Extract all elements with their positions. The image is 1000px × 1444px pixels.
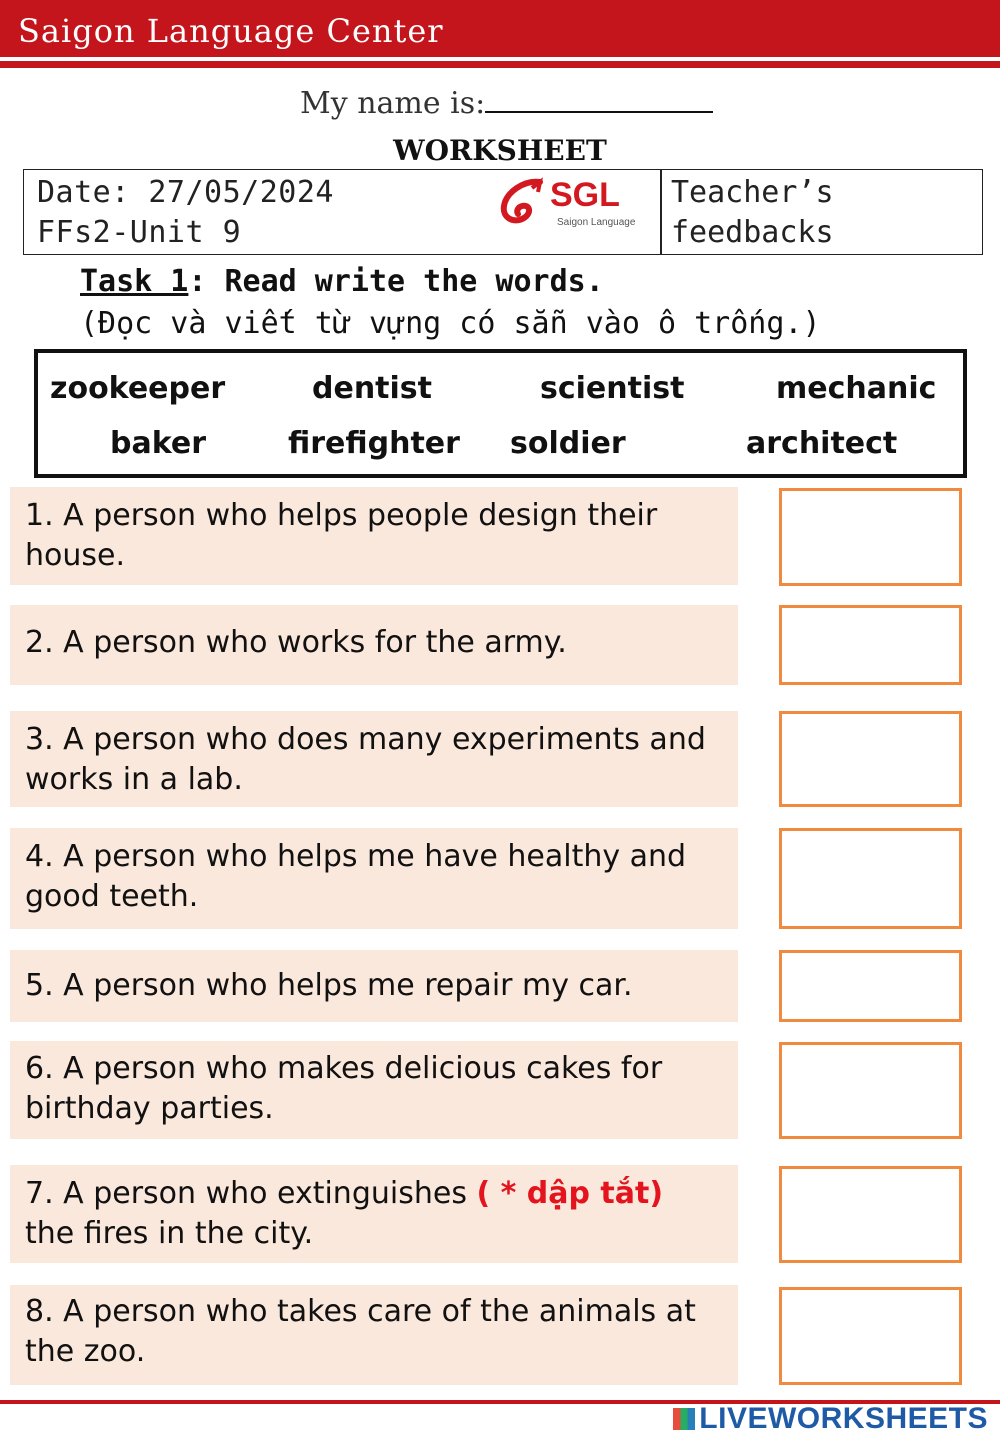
header-divider [0, 61, 1000, 68]
question-row [10, 1041, 738, 1139]
question-line: good teeth. [25, 879, 199, 914]
feedback-cell [671, 173, 834, 253]
question-text [25, 623, 735, 663]
unit-text: FFs2-Unit 9 [37, 215, 242, 250]
question-line: birthday parties. [25, 1091, 274, 1126]
word-bank [34, 349, 967, 478]
question-text [25, 1292, 735, 1372]
question-text [25, 720, 735, 800]
logo-subtext: Saigon Language [557, 217, 636, 228]
answer-box[interactable] [779, 1042, 962, 1139]
question-line: 6. A person who makes delicious cakes for [25, 1051, 663, 1086]
name-prompt-label: My name is: [300, 86, 486, 121]
question-line: works in a lab. [25, 762, 243, 797]
question-line: 3. A person who does many experiments and [25, 722, 706, 757]
task-label: Task 1 [80, 264, 189, 299]
answer-box[interactable] [779, 711, 962, 807]
info-table [23, 169, 983, 255]
answer-box[interactable] [779, 1287, 962, 1385]
question-text [25, 1174, 735, 1254]
question-row [10, 1285, 738, 1385]
feedback-label-line1: Teacher’s [671, 175, 834, 210]
question-text [25, 837, 735, 917]
question-line: 1. A person who helps people design their [25, 498, 658, 533]
logo-text: SGL [550, 176, 620, 214]
liveworksheets-icon [673, 1408, 695, 1430]
answer-box[interactable] [779, 950, 962, 1022]
liveworksheets-brand[interactable] [673, 1402, 988, 1436]
question-row [10, 605, 738, 685]
name-blank-field[interactable] [485, 83, 713, 113]
word-bank-item: dentist [312, 371, 432, 406]
date-text: Date: 27/05/2024 [37, 175, 334, 210]
answer-box[interactable] [779, 488, 962, 586]
question-line: the fires in the city. [25, 1216, 314, 1251]
question-line: the zoo. [25, 1334, 146, 1369]
question-line: 4. A person who helps me have healthy and [25, 839, 687, 874]
name-prompt-row [300, 83, 713, 121]
word-bank-item: zookeeper [50, 371, 226, 406]
worksheet-title: WORKSHEET [393, 134, 607, 167]
question-line: 8. A person who takes care of the animals at [25, 1294, 696, 1329]
answer-box[interactable] [779, 1166, 962, 1263]
answer-box[interactable] [779, 828, 962, 929]
task-title [80, 264, 604, 299]
question-line: 2. A person who works for the army. [25, 625, 567, 660]
feedback-label-line2: feedbacks [671, 215, 834, 250]
question-row [10, 950, 738, 1022]
question-line-start: 7. A person who extinguishes [25, 1176, 467, 1211]
question-text [25, 496, 735, 576]
word-bank-item: architect [746, 426, 898, 461]
brand-text: LIVEWORKSHEETS [699, 1402, 988, 1435]
word-bank-item: baker [110, 426, 207, 461]
question-line: 5. A person who helps me repair my car. [25, 968, 633, 1003]
word-bank-item: mechanic [776, 371, 937, 406]
header-bar [0, 0, 1000, 57]
question-row [10, 1165, 738, 1263]
question-line [25, 1174, 735, 1214]
question-text [25, 1049, 735, 1129]
question-row [10, 487, 738, 585]
sgl-swirl-icon [494, 174, 550, 234]
info-left-cell [37, 173, 334, 253]
info-divider [660, 170, 662, 254]
question-line: house. [25, 538, 126, 573]
question-row [10, 711, 738, 807]
task-translation: (Đọc và viết từ vựng có sẵn vào ô trống.) [80, 306, 821, 341]
word-bank-item: soldier [510, 426, 626, 461]
question-text [25, 966, 735, 1006]
header-title: Saigon Language Center [18, 12, 444, 50]
translation-note: ( * dập tắt) [476, 1176, 664, 1211]
task-instruction: : Read write the words. [188, 264, 604, 299]
word-bank-item: firefighter [288, 426, 460, 461]
question-row [10, 828, 738, 929]
sgl-logo [494, 174, 654, 234]
answer-box[interactable] [779, 605, 962, 685]
word-bank-item: scientist [540, 371, 685, 406]
